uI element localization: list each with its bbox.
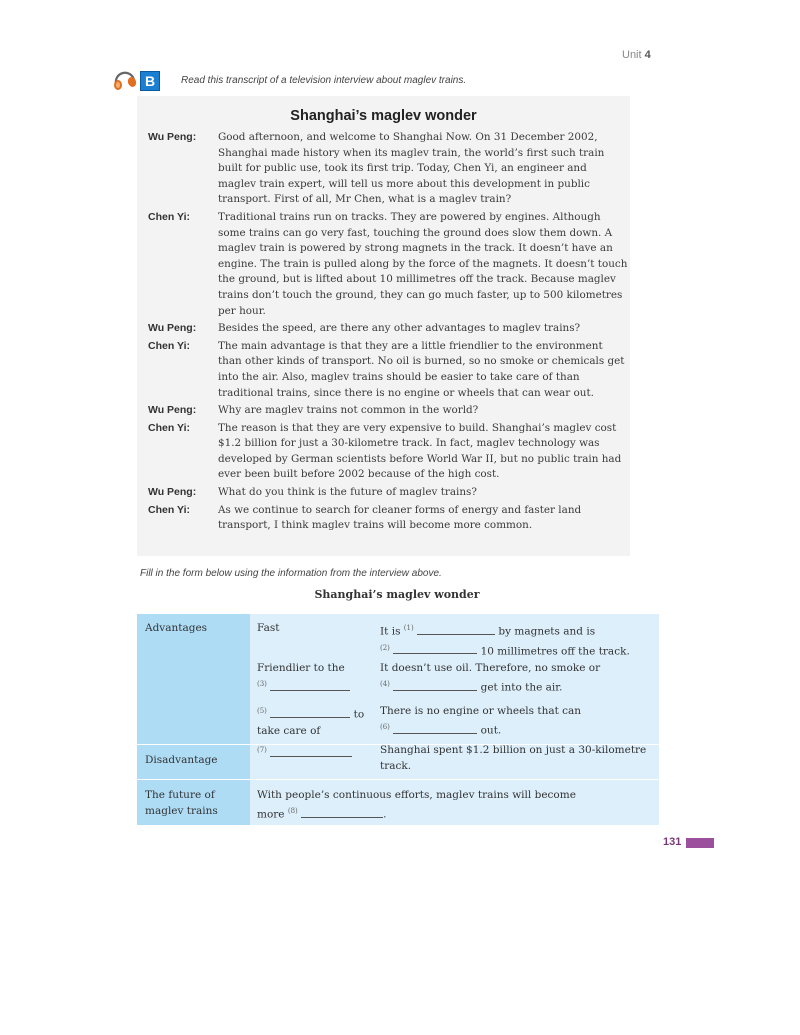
blank-3[interactable] (270, 680, 350, 691)
dialogue-turn (148, 210, 628, 319)
speaker-name: Chen Yi: (148, 339, 191, 352)
form-title: Shanghai’s maglev wonder (314, 588, 480, 601)
dialogue-turn (148, 130, 628, 208)
fill-in-form (137, 614, 659, 825)
row-label-advantages: Advantages (145, 622, 208, 634)
dialogue-turn (148, 339, 628, 401)
advantage-easier: $^{(5)}$ to take care of (257, 707, 365, 737)
speaker-name: Wu Peng: (148, 322, 197, 335)
dialogue-turn (148, 485, 628, 501)
blank-4[interactable] (393, 680, 477, 691)
advantage-friendlier: Friendlier to the $^{(3)}$ (257, 660, 372, 696)
row-label-future: The future of maglev trains (145, 789, 218, 817)
headphones-icon (112, 70, 140, 92)
task-instruction: Read this transcript of a television interview about maglev trains. (181, 75, 467, 86)
speaker-name: Wu Peng: (148, 404, 197, 417)
blank-2[interactable] (393, 643, 477, 654)
utterance-text: Good afternoon, and welcome to Shanghai Now. On 31 December 2002, Shanghai made history when its maglev train, the world’s first such train built for public use, took its first trip. Today, Chen Yi, an engineer and maglev train expert, will tell us more about this development in public transport. First of all, Mr Chen, what is a maglev train? (218, 131, 605, 206)
utterance-text: The main advantage is that they are a little friendlier to the environment than other kinds of transport. No oil is burned, so no smoke or chemicals get into the air. Also, maglev trains should be easier to take care of than traditional trains, since there is no engine or wheels that can wear out. (218, 339, 625, 399)
speaker-name: Wu Peng: (148, 131, 197, 143)
transcript (148, 130, 628, 536)
fast-detail: It is $^{(1)}$ by magnets and is $^{(2)}$ 10 millimetres off the track. (380, 624, 630, 657)
easier-detail: There is no engine or wheels that can $^{(6)}$ out. (380, 705, 582, 737)
blank-5[interactable] (270, 707, 350, 718)
blank-1[interactable] (417, 624, 495, 635)
row-label-disadvantage: Disadvantage (145, 754, 218, 766)
disadvantage-detail: Shanghai spent $1.2 billion on just a 30-kilometre track. (380, 744, 647, 772)
blank-7[interactable] (270, 746, 352, 757)
utterance-text: Why are maglev trains not common in the world? (218, 404, 479, 417)
speaker-name: Wu Peng: (148, 486, 197, 499)
speaker-name: Chen Yi: (148, 210, 191, 223)
dialogue-turn (148, 321, 628, 337)
utterance-text: As we continue to search for cleaner forms of energy and faster land transport, I think maglev trains will become more common. (218, 503, 582, 532)
speaker-name: Chen Yi: (148, 421, 191, 434)
row-divider (137, 779, 659, 780)
blank-8[interactable] (301, 807, 383, 818)
utterance-text: The reason is that they are very expensive to build. Shanghai’s maglev cost $1.2 billion for just a 30-kilometre track. In fact, maglev technology was developed by German scientists before World War II, but no public train had ever been built before 2002 because of the high cost. (218, 421, 622, 481)
future-detail: With people’s continuous efforts, maglev trains will become more $^{(8)}$ . (257, 789, 576, 821)
utterance-text: Traditional trains run on tracks. They are powered by engines. Although some trains can go very fast, touching the ground does slow them down. A maglev train is powered by strong magnets in the track. It doesn’t have an engine. The train is pulled along by the force of the magnets. It doesn’t touch the ground, but is lifted about 10 millimetres off the track. Because maglev trains don’t touch the ground, they can go much faster, up to 500 kilometres per hour. (218, 210, 628, 317)
task-header (112, 70, 160, 92)
dialogue-turn (148, 421, 628, 483)
speaker-name: Chen Yi: (148, 503, 191, 516)
utterance-text: What do you think is the future of maglev trains? (218, 486, 477, 499)
article-title: Shanghai’s maglev wonder (290, 108, 477, 124)
dialogue-turn (148, 503, 628, 534)
advantage-fast: Fast (257, 622, 280, 634)
section-badge: B (140, 71, 160, 91)
dialogue-turn (148, 403, 628, 419)
blank-6[interactable] (393, 723, 477, 734)
disadvantage-cell: (7) (257, 742, 372, 762)
unit-label: Unit 4 (622, 49, 651, 61)
form-instruction: Fill in the form below using the information from the interview above. (140, 568, 442, 579)
friendlier-detail: It doesn’t use oil. Therefore, no smoke or $^{(4)}$ get into the air. (380, 662, 601, 694)
page-number: 131 (663, 836, 682, 848)
utterance-text: Besides the speed, are there any other advantages to maglev trains? (218, 322, 581, 335)
page-color-bar (686, 838, 714, 848)
